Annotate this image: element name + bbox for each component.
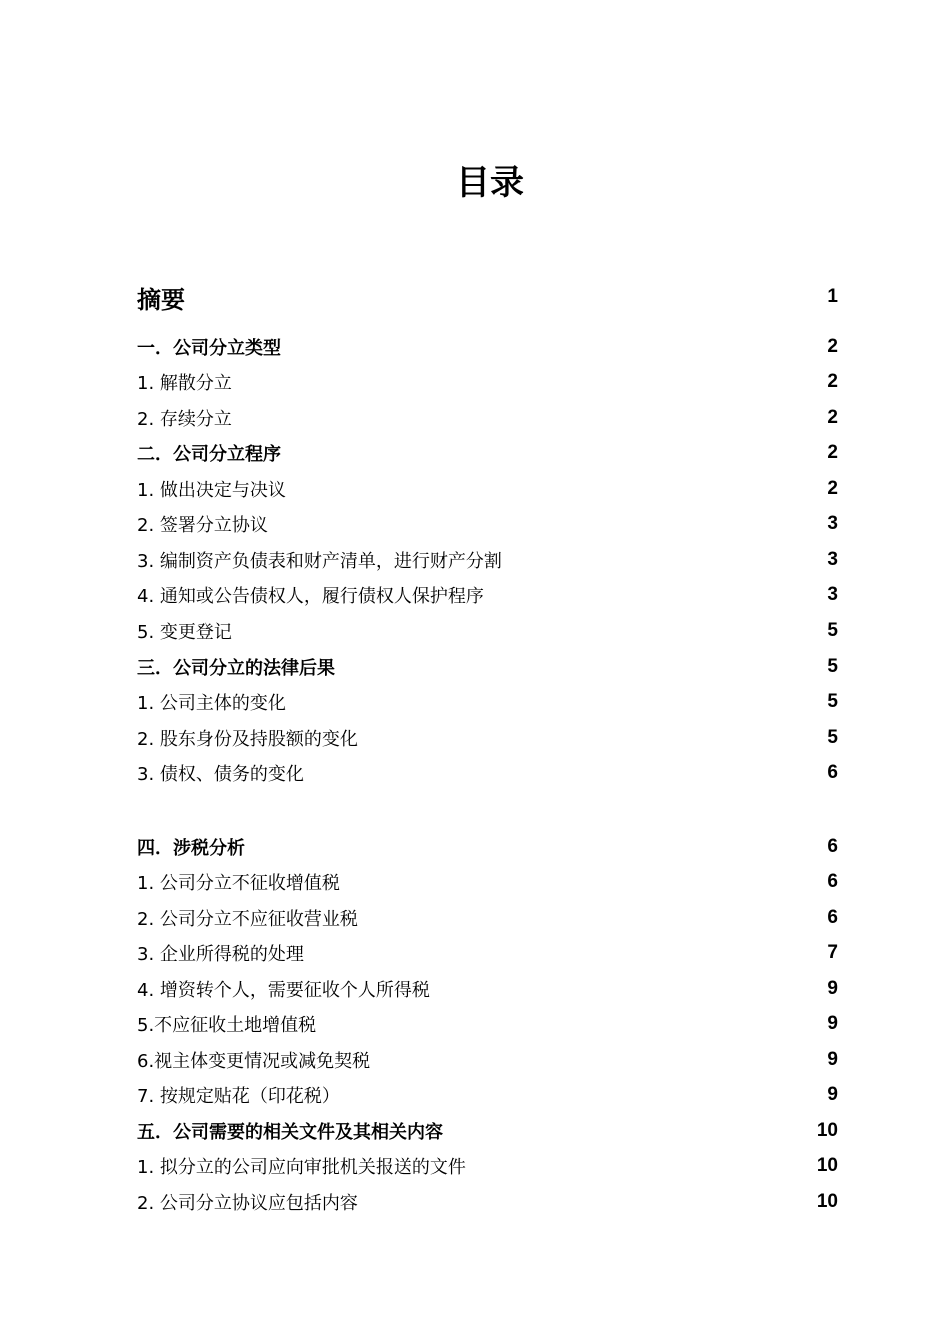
toc-entry-page: 2	[827, 442, 838, 463]
toc-entry-page: 7	[827, 942, 838, 963]
toc-entry-item[interactable]	[137, 545, 838, 575]
toc-entry-item[interactable]	[137, 903, 838, 933]
toc-entry-item[interactable]	[137, 403, 838, 433]
toc-entry-page: 3	[827, 549, 838, 570]
toc-entry-abstract[interactable]	[137, 282, 838, 312]
toc-entry-page: 6	[827, 762, 838, 783]
toc-entry-page: 6	[827, 871, 838, 892]
toc-entry-page: 5	[827, 727, 838, 748]
toc-entry-item[interactable]	[137, 616, 838, 646]
toc-entry-text: 1. 拟分立的公司应向审批机关报送的文件	[137, 1157, 466, 1178]
toc-entry-item[interactable]	[137, 758, 838, 788]
toc-entry-page: 2	[827, 371, 838, 392]
toc-entry-item[interactable]	[137, 580, 838, 610]
toc-entry-text: 2. 公司分立不应征收营业税	[137, 909, 358, 930]
toc-entry-text: 2. 签署分立协议	[137, 515, 268, 536]
toc-entry-item[interactable]	[137, 367, 838, 397]
toc-entry-item[interactable]	[137, 687, 838, 717]
toc-entry-page: 10	[816, 1120, 838, 1141]
toc-entry-page: 2	[827, 336, 838, 357]
toc-entry-section[interactable]	[137, 1116, 838, 1146]
toc-entry-page: 6	[827, 836, 838, 857]
toc-entry-page: 1	[827, 286, 838, 307]
toc-entry-item[interactable]	[137, 867, 838, 897]
toc-entry-text: 2. 股东身份及持股额的变化	[137, 729, 358, 750]
toc-entry-text: 3. 企业所得税的处理	[137, 944, 304, 965]
toc-entry-page: 5	[827, 620, 838, 641]
toc-entry-page: 2	[827, 478, 838, 499]
toc-entry-text: 6.视主体变更情况或减免契税	[137, 1051, 371, 1072]
toc-entry-item[interactable]	[137, 1151, 838, 1181]
toc-entry-section[interactable]	[137, 832, 838, 862]
toc-title: 目录	[456, 163, 524, 203]
toc-entry-page: 3	[827, 513, 838, 534]
toc-entry-page: 5	[827, 656, 838, 677]
toc-entry-section[interactable]	[137, 438, 838, 468]
toc-entry-item[interactable]	[137, 1187, 838, 1217]
toc-entry-text: 5. 变更登记	[137, 622, 232, 643]
toc-entry-item[interactable]	[137, 974, 838, 1004]
toc-entry-page: 3	[827, 584, 838, 605]
toc-entry-page: 6	[827, 907, 838, 928]
toc-entry-text: 1. 做出决定与决议	[137, 480, 286, 501]
toc-entry-page: 9	[827, 978, 838, 999]
toc-entry-text: 3. 债权、债务的变化	[137, 764, 304, 785]
toc-entry-page: 9	[827, 1013, 838, 1034]
toc-entry-page: 9	[827, 1084, 838, 1105]
toc-entry-item[interactable]	[137, 474, 838, 504]
toc-entry-text: 5.不应征收土地增值税	[137, 1015, 317, 1036]
toc-entry-page: 10	[816, 1191, 838, 1212]
toc-entry-text: 2. 存续分立	[137, 409, 232, 430]
toc-entry-text: 3. 编制资产负债表和财产清单，进行财产分割	[137, 551, 502, 572]
toc-entry-text: 二．公司分立程序	[137, 444, 281, 465]
toc-entry-item[interactable]	[137, 1080, 838, 1110]
toc-entry-text: 四．涉税分析	[137, 838, 245, 859]
toc-entry-text: 1. 公司主体的变化	[137, 693, 286, 714]
toc-entry-text: 4. 增资转个人，需要征收个人所得税	[137, 980, 430, 1001]
toc-entry-page: 9	[827, 1049, 838, 1070]
toc-entry-text: 一．公司分立类型	[137, 338, 281, 359]
toc-entry-text: 1. 解散分立	[137, 373, 232, 394]
toc-entry-item[interactable]	[137, 938, 838, 968]
toc-entry-text: 2. 公司分立协议应包括内容	[137, 1193, 358, 1214]
toc-entry-text: 4. 通知或公告债权人，履行债权人保护程序	[137, 586, 484, 607]
toc-entry-text: 摘要	[137, 285, 185, 314]
toc-entry-item[interactable]	[137, 1045, 838, 1075]
toc-entry-text: 7. 按规定贴花（印花税）	[137, 1086, 340, 1107]
toc-entry-page: 10	[816, 1155, 838, 1176]
toc-entry-item[interactable]	[137, 723, 838, 753]
toc-entry-section[interactable]	[137, 652, 838, 682]
toc-entry-text: 三．公司分立的法律后果	[137, 658, 335, 679]
toc-entry-item[interactable]	[137, 1009, 838, 1039]
toc-entry-page: 5	[827, 691, 838, 712]
toc-entry-item[interactable]	[137, 509, 838, 539]
toc-entry-page: 2	[827, 407, 838, 428]
toc-entry-section[interactable]	[137, 332, 838, 362]
toc-entry-text: 五．公司需要的相关文件及其相关内容	[137, 1122, 443, 1143]
toc-entry-text: 1. 公司分立不征收增值税	[137, 873, 340, 894]
